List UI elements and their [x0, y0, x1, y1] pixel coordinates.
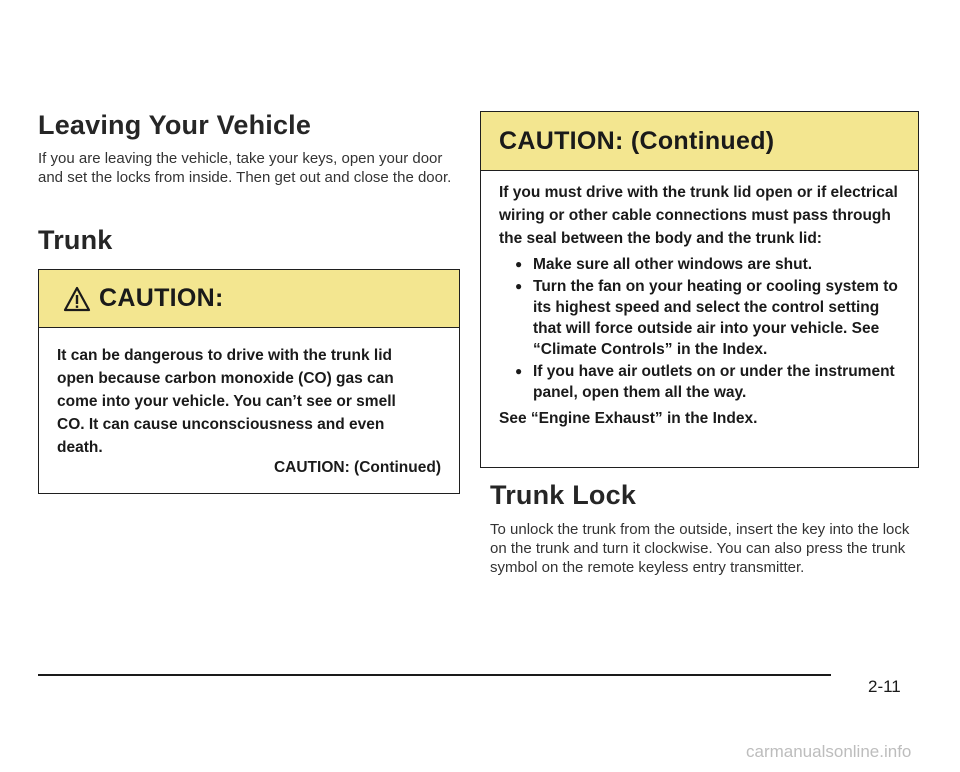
trunk-lock-paragraph: To unlock the trunk from the outside, insert the key into the lock on the trunk and turn it clockwise. You can also press the trunk symbol on the remote keyless entry transmitter.	[490, 521, 910, 576]
caution-header-band	[39, 270, 459, 328]
caution-continued-intro: If you must drive with the trunk lid open or if electrical wiring or other cable connections must pass through the seal between the body and the trunk lid:	[499, 184, 898, 247]
caution-continued-header-band	[481, 112, 918, 171]
caution-bullet-list	[509, 254, 900, 403]
caution-body-text: It can be dangerous to drive with the trunk lid open because carbon monoxide (CO) gas can come into your vehicle. You can’t see or smell CO. It can cause unconsciousness and even death.	[57, 347, 396, 456]
caution-bullet-text: Make sure all other windows are shut.	[533, 256, 813, 273]
trunk-caution-box	[38, 269, 460, 494]
caution-bullet-item	[509, 254, 900, 275]
bullet-icon: ●	[515, 364, 523, 378]
footer-rule	[38, 674, 831, 676]
caution-bullet-item	[509, 361, 900, 403]
caution-continued-title: CAUTION: (Continued)	[499, 126, 775, 155]
watermark: carmanualsonline.info	[746, 742, 912, 761]
warning-triangle-icon	[63, 286, 91, 312]
leaving-vehicle-paragraph: If you are leaving the vehicle, take your keys, open your door and set the locks from inside. Then get out and close the door.	[38, 150, 452, 186]
caution-bullet-text: Turn the fan on your heating or cooling system to its highest speed and select the control setting that will force outside air into your vehicle. See “Climate Controls” in the Index.	[533, 278, 898, 358]
trunk-lock-heading: Trunk Lock	[490, 480, 637, 510]
caution-bullet-text: If you have air outlets on or under the instrument panel, open them all the way.	[533, 363, 895, 401]
caution-title: CAUTION:	[99, 284, 224, 312]
caution-continued-body	[481, 171, 918, 430]
trunk-heading: Trunk	[38, 225, 113, 255]
bullet-icon: ●	[515, 257, 523, 271]
caution-continued-outro: See “Engine Exhaust” in the Index.	[499, 410, 758, 427]
page-number: 2-11	[868, 677, 901, 696]
caution-continued-box	[480, 111, 919, 468]
caution-continued-note: CAUTION: (Continued)	[273, 459, 441, 476]
leaving-vehicle-heading: Leaving Your Vehicle	[38, 110, 312, 140]
bullet-icon: ●	[515, 279, 523, 293]
caution-bullet-item	[509, 276, 900, 360]
